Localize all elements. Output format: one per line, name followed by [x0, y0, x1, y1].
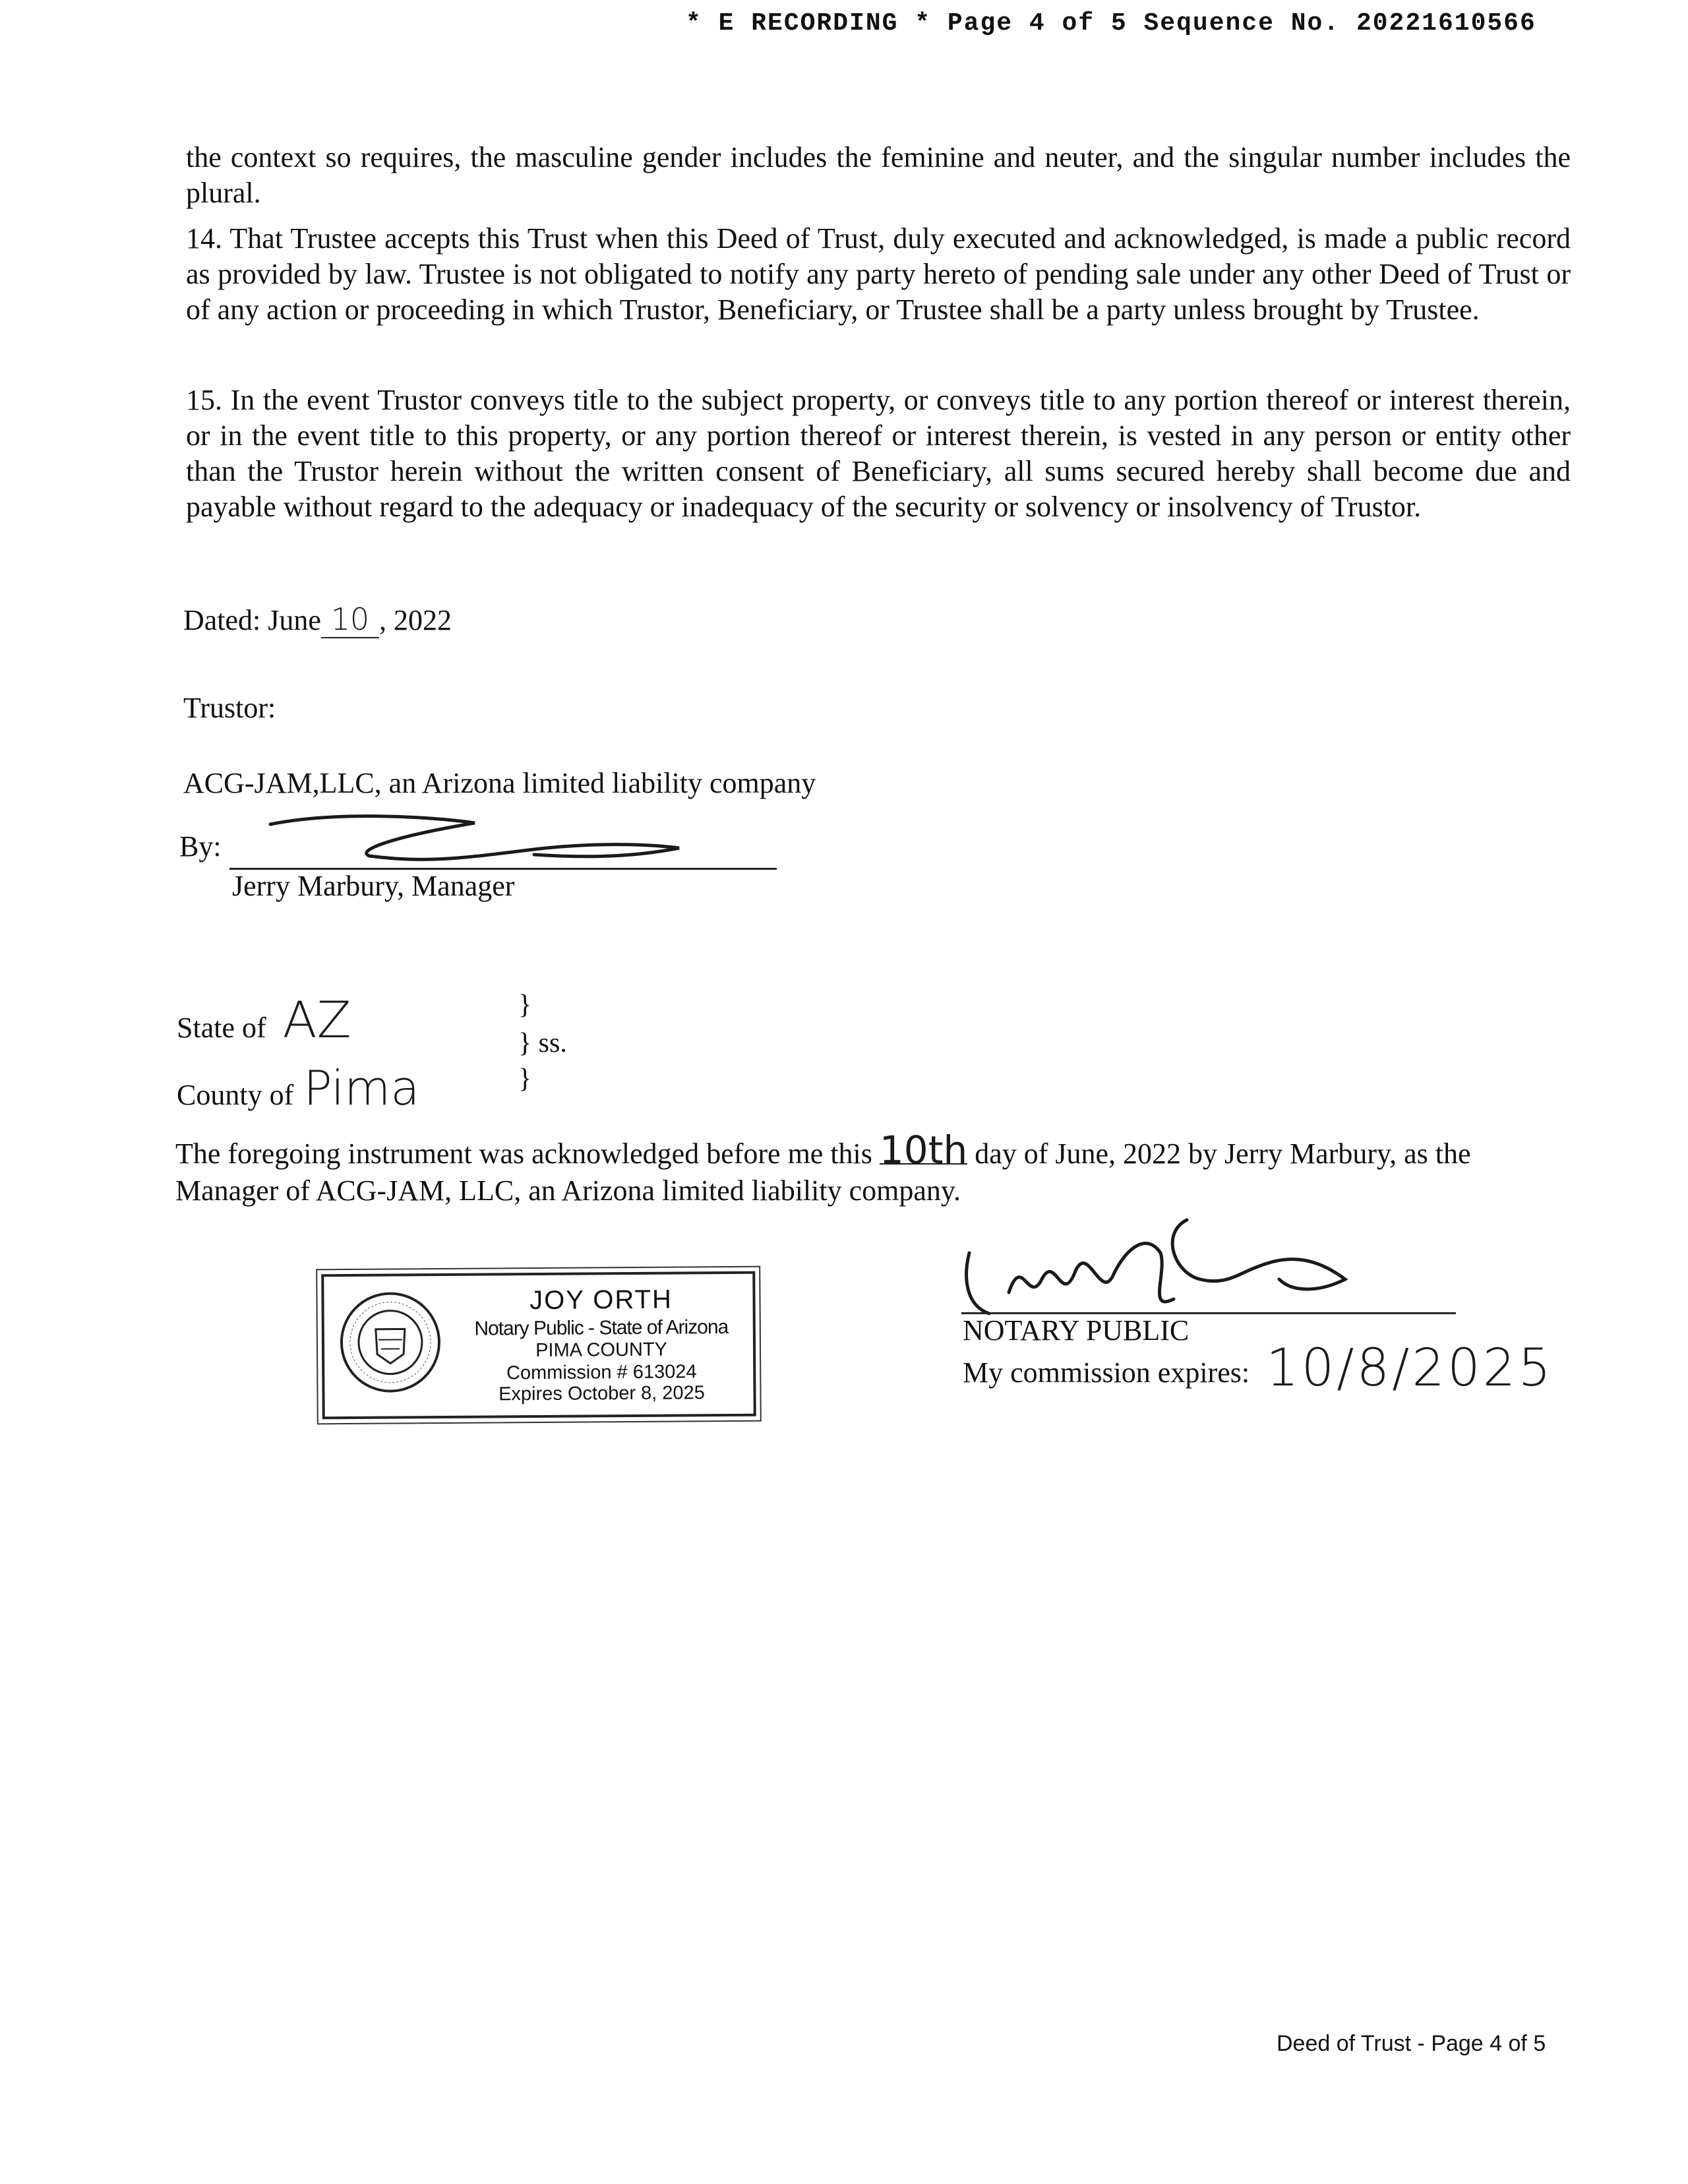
stamp-name: JOY ORTH [529, 1285, 673, 1316]
by-label: By: [179, 830, 222, 863]
county-line [177, 1060, 419, 1116]
signer-name: Jerry Marbury, Manager [232, 870, 515, 902]
ack-after: day of June, 2022 by Jerry Marbury, as the Manager of ACG-JAM, LLC, an Arizona limited liability company. [175, 1138, 1471, 1207]
state-line [177, 990, 351, 1049]
recording-header: * E RECORDING * Page 4 of 5 Sequence No. 20221610566 [686, 9, 1536, 38]
notary-public-label: NOTARY PUBLIC [963, 1314, 1190, 1347]
commission-expires-label: My commission expires: [963, 1356, 1250, 1389]
county-value: Pima [303, 1060, 420, 1116]
state-label: State of [177, 1012, 266, 1044]
trustor-signature [257, 804, 732, 877]
stamp-county: PIMA COUNTY [535, 1339, 668, 1362]
venue-ss: } ss. [518, 1028, 567, 1058]
commission-expiration-date: 10/8/2025 [1266, 1339, 1553, 1398]
dated-day: 10 [321, 601, 379, 638]
venue-brace: } [518, 1064, 532, 1094]
ack-day: 10th [879, 1128, 968, 1172]
trustor-company: ACG-JAM,LLC, an Arizona limited liability company [183, 767, 816, 799]
paragraph-15: 15. In the event Trustor conveys title to the subject property, or conveys title to any portion thereof or interest therein, or in the event title to this property, or any portion thereof or interest therein, is vested in any person or entity other than the Trustor herein without the written consent of Beneficiary, all sums secured hereby shall become due and payable without regard to the adequacy or inadequacy of the security or solvency or insolvency of Trustor. [186, 384, 1571, 523]
stamp-expires: Expires October 8, 2025 [498, 1382, 705, 1405]
stamp-commission: Commission # 613024 [506, 1361, 697, 1384]
ack-before: The foregoing instrument was acknowledged before me this [175, 1138, 872, 1170]
dated-line [183, 601, 452, 638]
dated-suffix: , 2022 [378, 604, 452, 636]
notary-stamp [321, 1271, 756, 1420]
paragraph-context: the context so requires, the masculine gender includes the feminine and neuter, and the singular number includes the plural. [186, 141, 1571, 209]
page-footer: Deed of Trust - Page 4 of 5 [1277, 2031, 1546, 2056]
state-value: AZ [282, 990, 351, 1049]
stamp-title: Notary Public - State of Arizona [474, 1316, 729, 1340]
county-label: County of [177, 1079, 294, 1111]
venue-brace: } [518, 990, 532, 1020]
paragraph-14: 14. That Trustee accepts this Trust when this Deed of Trust, duly executed and acknowledged, is made a public record as provided by law. Trustee is not obligated to notify any party hereto of pending sale under any other Deed of Trust or of any action or proceeding in which Trustor, Beneficiary, or Trustee shall be a party unless brought by Trustee. [186, 222, 1571, 326]
arizona-seal-icon [337, 1289, 443, 1395]
trustor-label: Trustor: [183, 692, 276, 724]
dated-prefix: Dated: June [183, 604, 321, 636]
